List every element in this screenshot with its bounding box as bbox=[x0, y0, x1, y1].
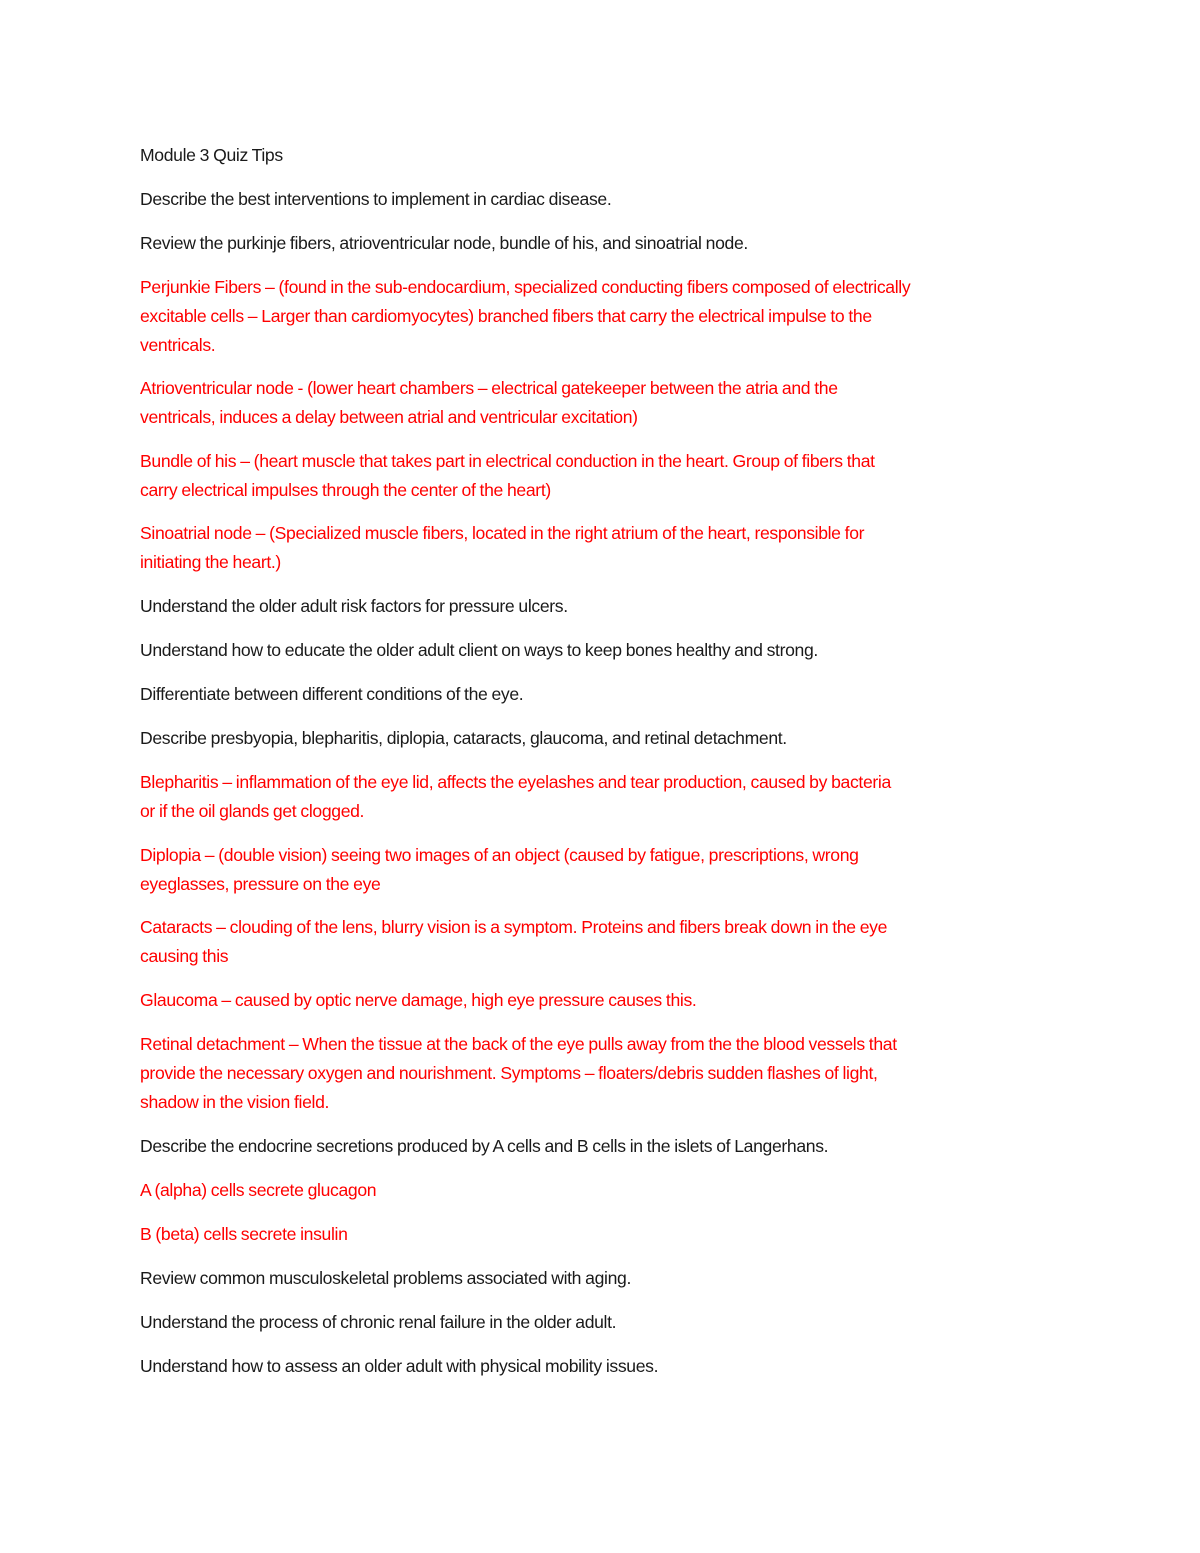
text-line: Review the purkinje fibers, atrioventricular node, bundle of his, and sinoatrial node. bbox=[140, 233, 748, 253]
answer-paragraph bbox=[140, 519, 1070, 577]
text-line: causing this bbox=[140, 946, 229, 966]
text-line: Retinal detachment – When the tissue at the back of the eye pulls away from the the blood vessels that bbox=[140, 1034, 897, 1054]
text-line: eyeglasses, pressure on the eye bbox=[140, 874, 381, 894]
study-tip-paragraph bbox=[140, 724, 1070, 753]
study-tip-paragraph bbox=[140, 185, 1070, 214]
text-line: excitable cells – Larger than cardiomyocytes) branched fibers that carry the electrical impulse to the bbox=[140, 306, 872, 326]
text-line: Sinoatrial node – (Specialized muscle fibers, located in the right atrium of the heart, responsible for bbox=[140, 523, 865, 543]
answer-paragraph bbox=[140, 374, 1070, 432]
text-line: initiating the heart.) bbox=[140, 552, 281, 572]
text-line: provide the necessary oxygen and nourishment. Symptoms – floaters/debris sudden flashes of light, bbox=[140, 1063, 878, 1083]
study-tip-paragraph bbox=[140, 680, 1070, 709]
answer-paragraph bbox=[140, 913, 1070, 971]
answer-paragraph bbox=[140, 1030, 1070, 1117]
answer-paragraph bbox=[140, 273, 1070, 360]
text-line: ventricals, induces a delay between atrial and ventricular excitation) bbox=[140, 407, 638, 427]
study-tip-paragraph bbox=[140, 1132, 1070, 1161]
text-line: Describe the endocrine secretions produced by A cells and B cells in the islets of Langerhans. bbox=[140, 1136, 829, 1156]
text-line: Glaucoma – caused by optic nerve damage, high eye pressure causes this. bbox=[140, 990, 697, 1010]
text-line: Module 3 Quiz Tips bbox=[140, 145, 283, 165]
study-tip-paragraph bbox=[140, 1264, 1070, 1293]
text-line: Atrioventricular node - (lower heart chambers – electrical gatekeeper between the atria and the bbox=[140, 378, 838, 398]
text-line: A (alpha) cells secrete glucagon bbox=[140, 1180, 377, 1200]
text-line: Blepharitis – inflammation of the eye lid, affects the eyelashes and tear production, caused by bacteria bbox=[140, 772, 891, 792]
text-line: Bundle of his – (heart muscle that takes part in electrical conduction in the heart. Group of fibers that bbox=[140, 451, 875, 471]
study-tip-paragraph bbox=[140, 636, 1070, 665]
text-line: carry electrical impulses through the center of the heart) bbox=[140, 480, 551, 500]
text-line: B (beta) cells secrete insulin bbox=[140, 1224, 348, 1244]
text-line: Cataracts – clouding of the lens, blurry vision is a symptom. Proteins and fibers break down in the eye bbox=[140, 917, 888, 937]
text-line: Review common musculoskeletal problems associated with aging. bbox=[140, 1268, 631, 1288]
text-line: Describe the best interventions to implement in cardiac disease. bbox=[140, 189, 612, 209]
study-tip-paragraph bbox=[140, 1308, 1070, 1337]
text-line: Diplopia – (double vision) seeing two images of an object (caused by fatigue, prescriptions, wrong bbox=[140, 845, 859, 865]
text-line: Understand how to educate the older adult client on ways to keep bones healthy and strong. bbox=[140, 640, 818, 660]
study-tip-paragraph bbox=[140, 229, 1070, 258]
text-line: Understand the older adult risk factors for pressure ulcers. bbox=[140, 596, 568, 616]
answer-paragraph bbox=[140, 768, 1070, 826]
text-line: Understand how to assess an older adult with physical mobility issues. bbox=[140, 1356, 659, 1376]
text-line: ventricals. bbox=[140, 335, 216, 355]
document-title bbox=[140, 141, 1070, 170]
text-line: shadow in the vision field. bbox=[140, 1092, 330, 1112]
study-tip-paragraph bbox=[140, 592, 1070, 621]
text-line: Differentiate between different conditions of the eye. bbox=[140, 684, 524, 704]
text-line: Describe presbyopia, blepharitis, diplopia, cataracts, glaucoma, and retinal detachment. bbox=[140, 728, 787, 748]
text-line: or if the oil glands get clogged. bbox=[140, 801, 365, 821]
text-line: Perjunkie Fibers – (found in the sub-endocardium, specialized conducting fibers composed of electrically bbox=[140, 277, 911, 297]
text-line: Understand the process of chronic renal failure in the older adult. bbox=[140, 1312, 617, 1332]
answer-paragraph bbox=[140, 1176, 1070, 1205]
answer-paragraph bbox=[140, 447, 1070, 505]
answer-paragraph bbox=[140, 1220, 1070, 1249]
answer-paragraph bbox=[140, 841, 1070, 899]
answer-paragraph bbox=[140, 986, 1070, 1015]
study-tip-paragraph bbox=[140, 1352, 1070, 1381]
